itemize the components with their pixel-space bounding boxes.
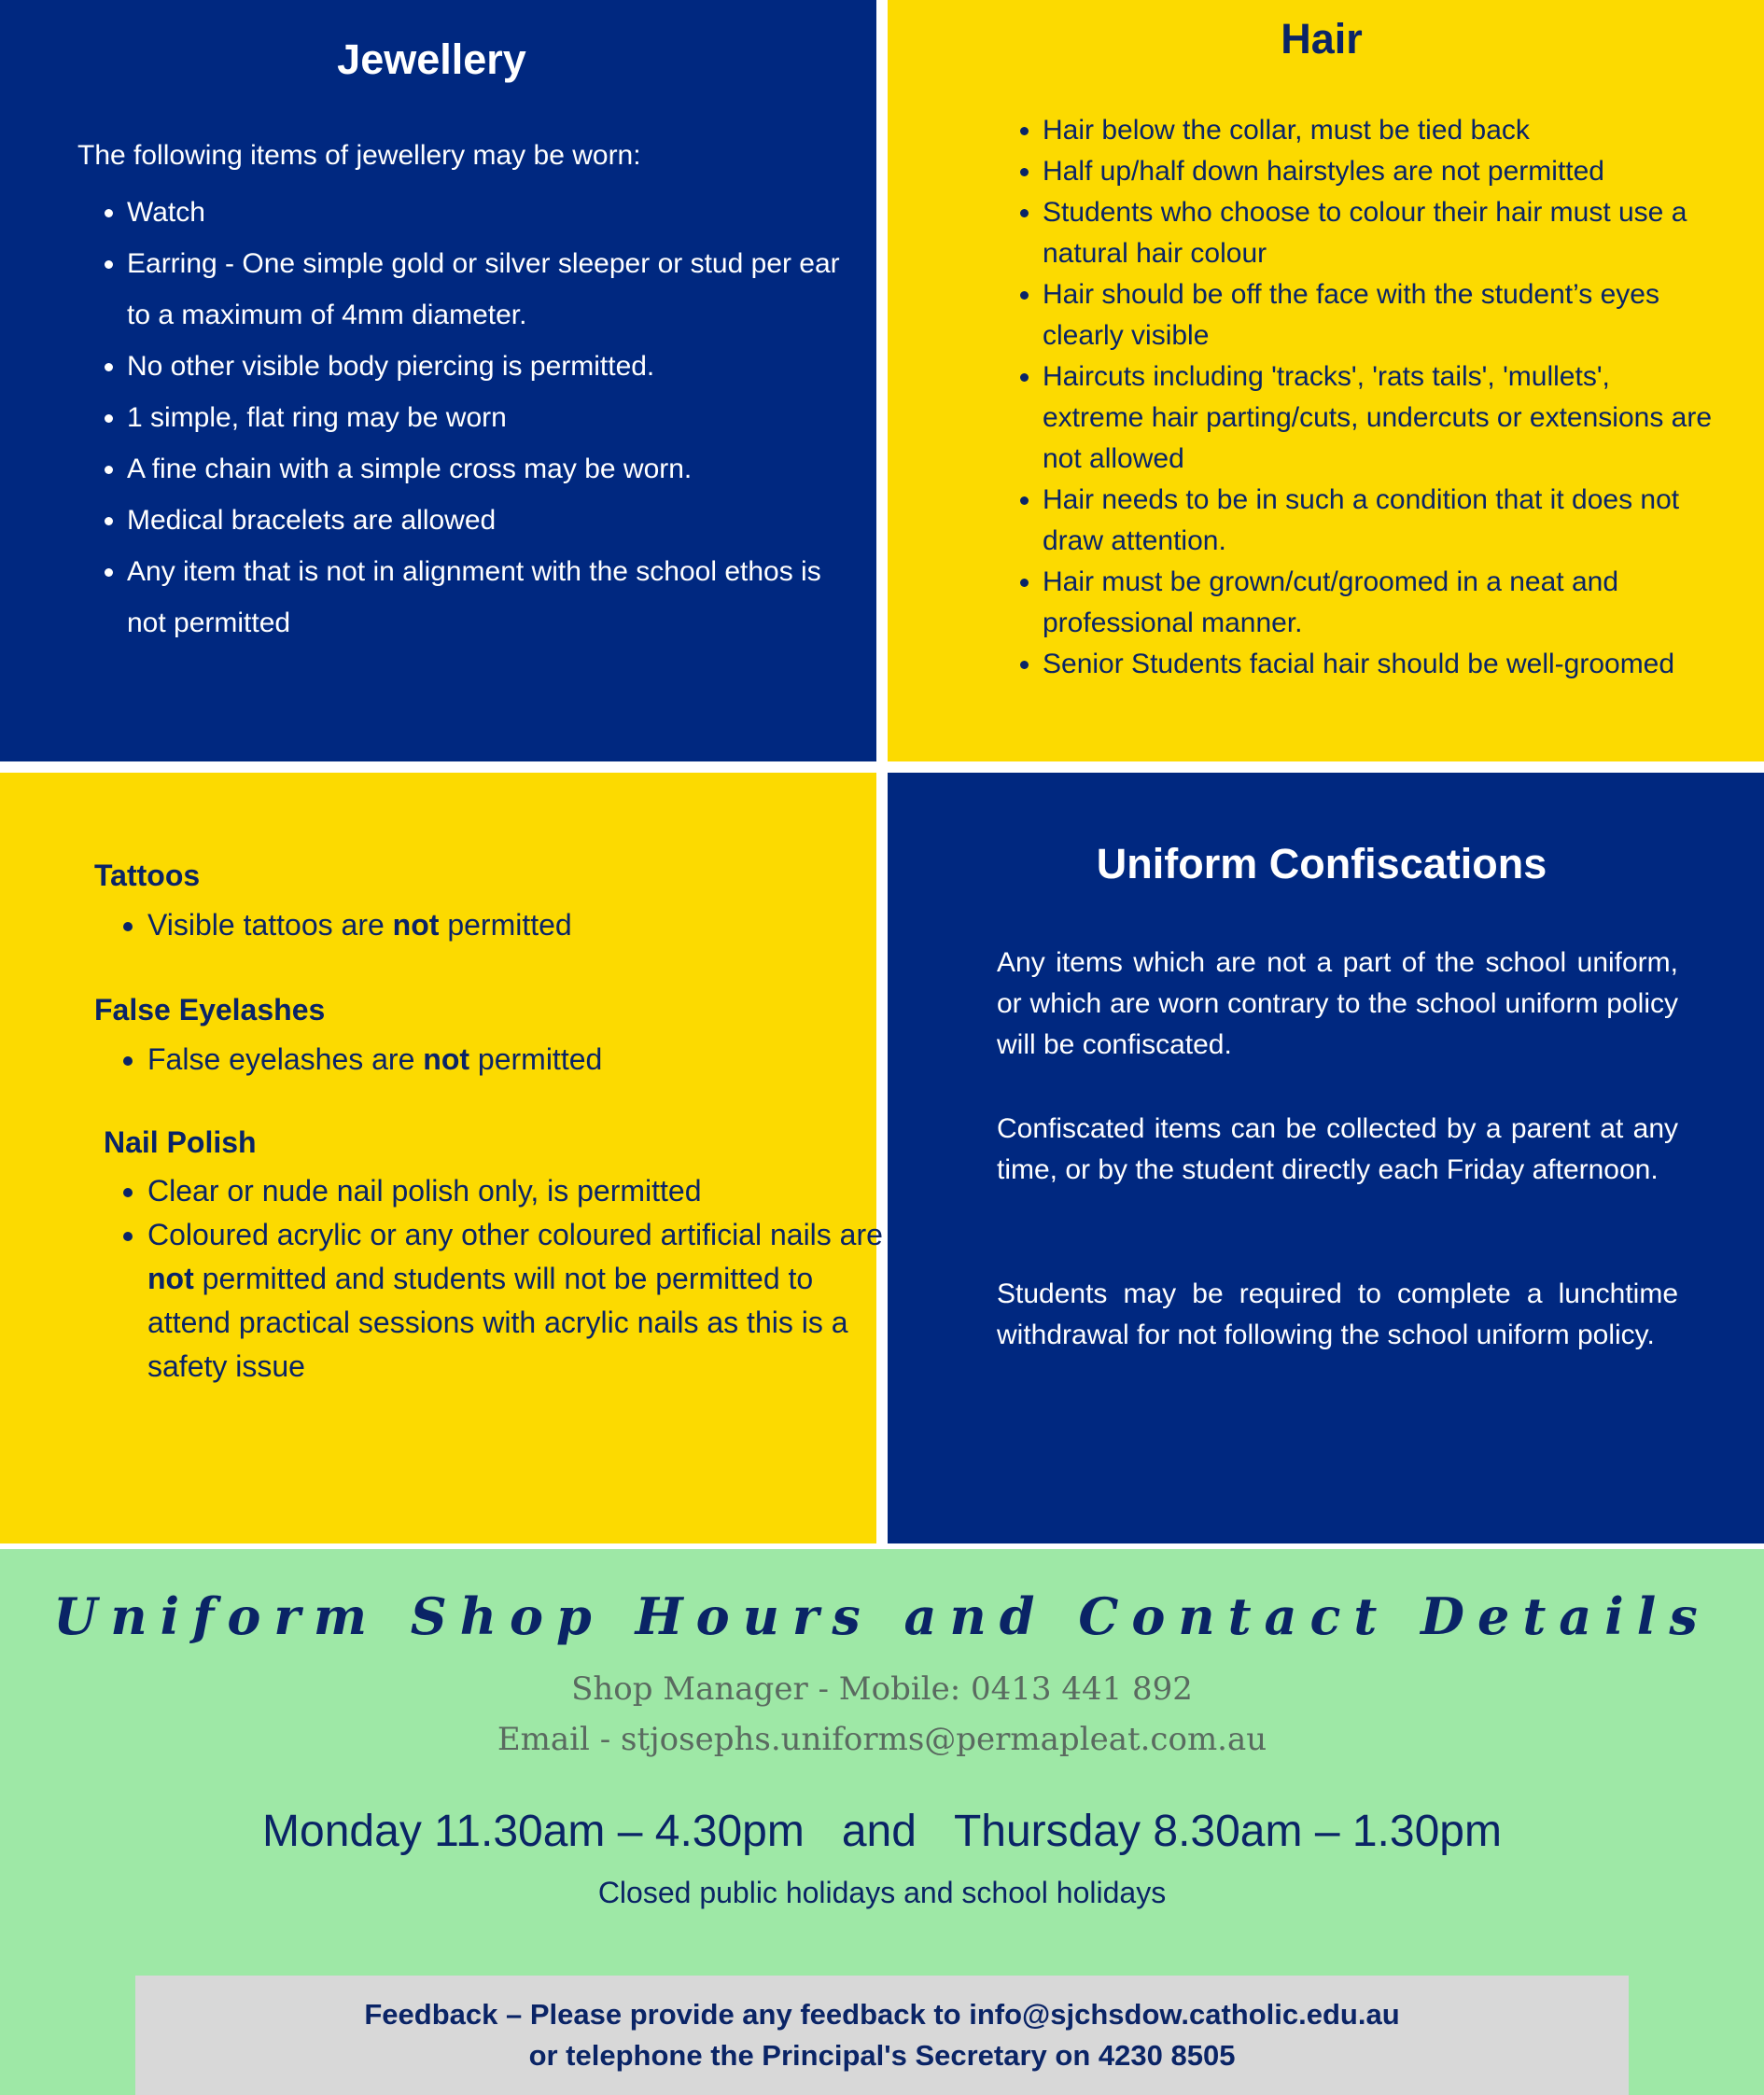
list-item: • Medical bracelets are allowed bbox=[127, 495, 864, 546]
list-item: • 1 simple, flat ring may be worn bbox=[127, 392, 864, 443]
confiscations-paragraph: Students may be required to complete a lunchtime withdrawal for not following the school uniform policy. bbox=[997, 1278, 1678, 1350]
jewellery-intro: The following items of jewellery may be worn: bbox=[77, 140, 641, 171]
item-text: permitted bbox=[439, 908, 572, 942]
hours-thursday: Thursday 8.30am – 1.30pm bbox=[953, 1807, 1502, 1856]
shop-closed-notice: Closed public holidays and school holidays bbox=[597, 1876, 1167, 1909]
list-item: • Earring - One simple gold or silver sleeper or stud per ear to a maximum of 4mm diameter. bbox=[127, 238, 864, 341]
list-item: • A fine chain with a simple cross may be worn. bbox=[127, 443, 864, 495]
list-item: • Half up/half down hairstyles are not permitted bbox=[1043, 151, 1715, 192]
shop-manager-contact: Shop Manager - Mobile: 0413 441 892 bbox=[571, 1670, 1193, 1708]
list-item bbox=[147, 1213, 885, 1389]
list-item: • Hair should be off the face with the student’s eyes clearly visible bbox=[1043, 274, 1715, 356]
shop-title: Uniform Shop Hours and Contact Details bbox=[53, 1586, 1711, 1646]
hair-panel bbox=[888, 0, 1764, 761]
confiscations-panel bbox=[888, 773, 1764, 1543]
nails-list bbox=[93, 1169, 885, 1389]
eyelashes-heading: False Eyelashes bbox=[94, 993, 326, 1027]
list-item: • No other visible body piercing is permitted. bbox=[127, 341, 864, 392]
tattoos-heading: Tattoos bbox=[94, 859, 201, 892]
list-item bbox=[147, 903, 885, 947]
appearance-panel bbox=[0, 773, 883, 1543]
list-item: • Hair below the collar, must be tied back bbox=[1043, 110, 1715, 151]
item-emphasis: not bbox=[147, 1262, 194, 1295]
feedback-line: Feedback – Please provide any feedback to info@sjchsdow.catholic.edu.au bbox=[364, 1998, 1400, 2031]
item-emphasis: not bbox=[423, 1042, 470, 1076]
list-item: • Senior Students facial hair should be well-groomed bbox=[1043, 644, 1715, 685]
shop-email: Email - stjosephs.uniforms@permapleat.com.au bbox=[497, 1721, 1267, 1758]
hours-and: and bbox=[841, 1807, 917, 1856]
item-text: Visible tattoos are bbox=[147, 908, 393, 942]
confiscations-paragraph: Confiscated items can be collected by a parent at any time, or by the student directly each Friday afternoon. bbox=[997, 1113, 1678, 1185]
jewellery-list bbox=[75, 187, 864, 649]
tattoos-list bbox=[93, 903, 885, 947]
list-item: • Students who choose to colour their hair must use a natural hair colour bbox=[1043, 192, 1715, 274]
feedback-line: or telephone the Principal's Secretary on 4230 8505 bbox=[528, 2039, 1236, 2072]
item-text: permitted and students will not be permitted to attend practical sessions with acrylic nails as this is a safety issue bbox=[147, 1262, 848, 1383]
uniform-shop-panel bbox=[0, 1549, 1764, 2095]
item-text: Coloured acrylic or any other coloured artificial nails are bbox=[147, 1218, 883, 1251]
list-item bbox=[147, 1038, 885, 1082]
feedback-box bbox=[135, 1976, 1629, 2095]
confiscations-title: Uniform Confiscations bbox=[1096, 840, 1547, 887]
confiscations-paragraph: Any items which are not a part of the school uniform, or which are worn contrary to the school uniform policy will be confiscated. bbox=[997, 947, 1678, 1060]
list-item: • Haircuts including 'tracks', 'rats tails', 'mullets', extreme hair parting/cuts, undercuts or extensions are not allowed bbox=[1043, 356, 1715, 480]
shop-hours bbox=[0, 1806, 1764, 1857]
hair-list bbox=[1007, 110, 1715, 685]
list-item: • Hair needs to be in such a condition that it does not draw attention. bbox=[1043, 480, 1715, 562]
list-item: • Clear or nude nail polish only, is permitted bbox=[147, 1169, 885, 1213]
hair-title: Hair bbox=[1281, 15, 1363, 63]
item-text: False eyelashes are bbox=[147, 1042, 424, 1076]
list-item: • Any item that is not in alignment with the school ethos is not permitted bbox=[127, 546, 864, 649]
item-emphasis: not bbox=[392, 908, 440, 942]
list-item: • Watch bbox=[127, 187, 864, 238]
eyelashes-list bbox=[93, 1038, 885, 1082]
item-text: permitted bbox=[469, 1042, 603, 1076]
jewellery-title: Jewellery bbox=[337, 35, 526, 83]
list-item: • Hair must be grown/cut/groomed in a neat and professional manner. bbox=[1043, 562, 1715, 644]
jewellery-panel bbox=[0, 0, 876, 761]
hours-monday: Monday 11.30am – 4.30pm bbox=[262, 1807, 805, 1856]
nails-heading: Nail Polish bbox=[104, 1125, 257, 1159]
